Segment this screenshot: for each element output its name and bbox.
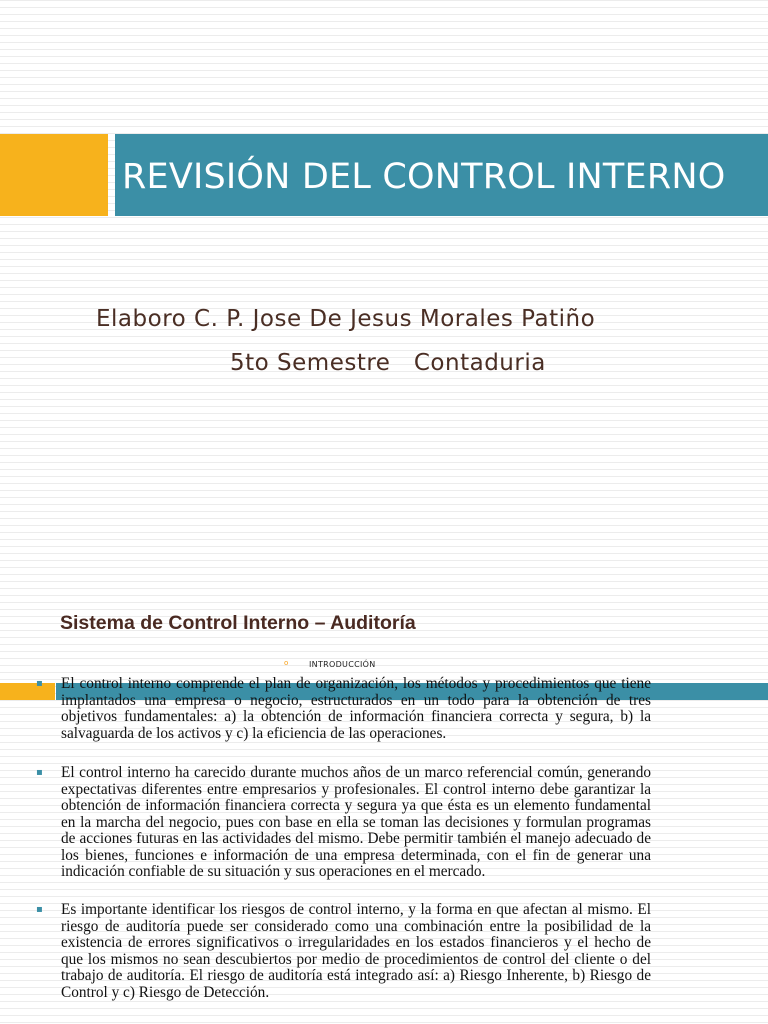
content-slide — [0, 580, 768, 1024]
orange-circle-bullet-icon: o — [284, 659, 289, 667]
paragraph-2: El control interno ha carecido durante muchos años de un marco referencial común, generando expectativas diferentes entre empresarios y profesionales. El control interno debe garantizar la obtención de información financiera correcta y segura ya que ésta es un elemento fundamental en la marcha del negocio, pues con base en ella se toman las decisiones y formulan programas de acciones futuras en las actividades del mismo. Debe permitir también el manejo adecuado de los bienes, funciones e información de una empresa determinada, con el fin de generar una indicación confiable de su situación y sus operaciones en el mercado. — [61, 764, 651, 880]
semester-line: 5to Semestre Contaduria — [230, 350, 546, 376]
paragraph-1: El control interno comprende el plan de organización, los métodos y procedimientos que tiene implantados una empresa o negocio, estructurados en un todo para la obtención de tres objetivos fundamentales: a) la obtención de información financiera correcta y segura, b) la salvaguarda de los activos y c) la eficiencia de las operaciones. — [61, 675, 651, 742]
slide-title: REVISIÓN DEL CONTROL INTERNO — [122, 157, 726, 197]
orange-accent-block — [0, 134, 108, 216]
paragraph-3: Es importante identificar los riesgos de control interno, y la forma en que afectan al mismo. El riesgo de auditoría puede ser considerado como una combinación entre la posibilidad de la existencia de errores significativos o irregularidades en los estados financieros y el hecho de que los mismos no sean descubiertos por medio de procedimientos de control del cliente o del trabajo de auditoría. El riesgo de auditoría está integrado así: a) Riesgo Inherente, b) Riesgo de Control y c) Riesgo de Detección. — [61, 901, 651, 1001]
author-line: Elaboro C. P. Jose De Jesus Morales Patiño — [96, 306, 596, 332]
section-heading: Sistema de Control Interno – Auditoría — [60, 612, 416, 634]
intro-label: INTRODUCCIÓN — [309, 660, 376, 669]
teal-square-bullet-icon: ▪ — [36, 904, 43, 915]
teal-square-bullet-icon: ▪ — [36, 678, 43, 689]
orange-accent-strip — [0, 683, 55, 700]
teal-square-bullet-icon: ▪ — [36, 767, 43, 778]
